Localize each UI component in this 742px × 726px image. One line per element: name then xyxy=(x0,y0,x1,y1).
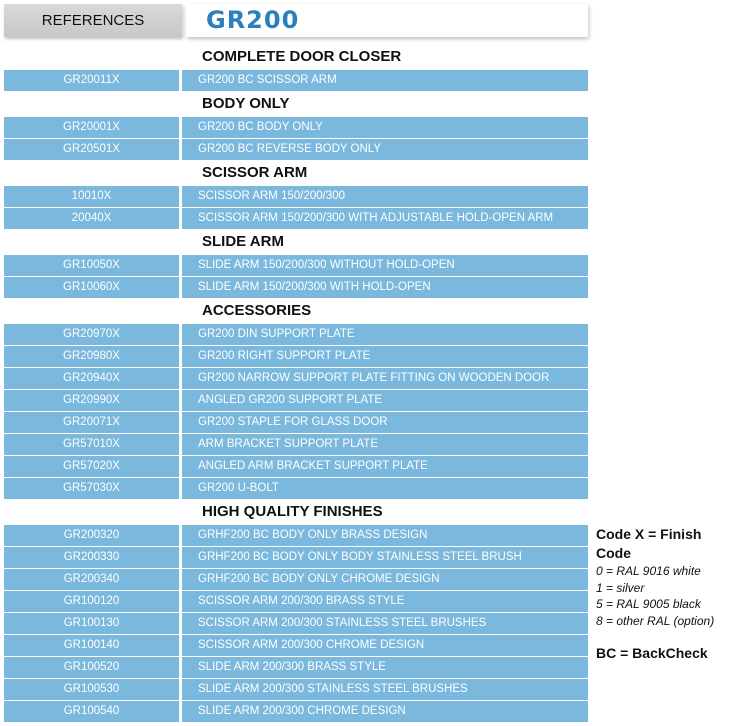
table-row xyxy=(4,69,588,92)
table-row xyxy=(4,455,588,477)
section-title: BODY ONLY xyxy=(202,95,290,112)
reference-code: GR57020X xyxy=(4,456,182,477)
reference-code: GR57030X xyxy=(4,478,182,499)
item-description: ARM BRACKET SUPPORT PLATE xyxy=(198,438,379,450)
table-row xyxy=(4,612,588,634)
item-description: GR200 RIGHT SUPPORT PLATE xyxy=(198,350,371,362)
model-title: GR200 xyxy=(186,4,588,37)
legend-code-list xyxy=(596,563,740,629)
section-rows xyxy=(4,116,588,161)
reference-code: GR20001X xyxy=(4,117,182,138)
table-row xyxy=(4,590,588,612)
table-header xyxy=(4,4,588,37)
table-row xyxy=(4,185,588,207)
table-row xyxy=(4,254,588,276)
section-rows xyxy=(4,69,588,92)
item-description: SLIDE ARM 150/200/300 WITH HOLD-OPEN xyxy=(198,281,431,293)
item-description: SCISSOR ARM 200/300 CHROME DESIGN xyxy=(198,639,425,651)
item-description: GR200 BC BODY ONLY xyxy=(198,121,323,133)
table-row xyxy=(4,634,588,656)
finish-code-item: 0 = RAL 9016 white xyxy=(596,564,701,578)
reference-code: GR20990X xyxy=(4,390,182,411)
item-description: SCISSOR ARM 150/200/300 WITH ADJUSTABLE HOLD-OPEN ARM xyxy=(198,212,554,224)
table-row xyxy=(4,678,588,700)
table-row xyxy=(4,207,588,230)
table-row xyxy=(4,524,588,546)
item-description: SLIDE ARM 200/300 CHROME DESIGN xyxy=(198,705,406,717)
reference-code: GR100530 xyxy=(4,679,182,700)
item-description: SLIDE ARM 150/200/300 WITHOUT HOLD-OPEN xyxy=(198,259,455,271)
section-rows xyxy=(4,323,588,500)
reference-code: GR100140 xyxy=(4,635,182,656)
section-title: COMPLETE DOOR CLOSER xyxy=(202,48,402,65)
reference-code: GR100120 xyxy=(4,591,182,612)
reference-code: GR20071X xyxy=(4,412,182,433)
reference-code: GR20011X xyxy=(4,70,182,91)
reference-code: GR57010X xyxy=(4,434,182,455)
table-row xyxy=(4,477,588,500)
item-description: GRHF200 BC BODY ONLY BRASS DESIGN xyxy=(198,529,428,541)
table-row xyxy=(4,568,588,590)
table-row xyxy=(4,276,588,299)
item-description: GR200 STAPLE FOR GLASS DOOR xyxy=(198,416,388,428)
table-row xyxy=(4,433,588,455)
table-row xyxy=(4,656,588,678)
table-row xyxy=(4,345,588,367)
item-description: ANGLED GR200 SUPPORT PLATE xyxy=(198,394,383,406)
table-row xyxy=(4,411,588,433)
finish-code-item: 1 = silver xyxy=(596,580,645,595)
item-description: SLIDE ARM 200/300 STAINLESS STEEL BRUSHES xyxy=(198,683,468,695)
reference-code: 20040X xyxy=(4,208,182,229)
item-description: GR200 NARROW SUPPORT PLATE FITTING ON WOODEN DOOR xyxy=(198,372,550,384)
table-row xyxy=(4,389,588,411)
item-description: SCISSOR ARM 200/300 STAINLESS STEEL BRUSHES xyxy=(198,617,487,629)
section-title: SLIDE ARM xyxy=(202,233,284,250)
reference-code: GR20940X xyxy=(4,368,182,389)
finish-code-legend xyxy=(596,525,740,661)
reference-code: GR20980X xyxy=(4,346,182,367)
item-description: GRHF200 BC BODY ONLY CHROME DESIGN xyxy=(198,573,440,585)
table-row xyxy=(4,138,588,161)
section-title: HIGH QUALITY FINISHES xyxy=(202,503,383,520)
table-row xyxy=(4,323,588,345)
item-description: GRHF200 BC BODY ONLY BODY STAINLESS STEEL BRUSH xyxy=(198,551,522,563)
item-description: SCISSOR ARM 150/200/300 xyxy=(198,190,346,202)
reference-code: GR100520 xyxy=(4,657,182,678)
item-description: GR200 U-BOLT xyxy=(198,482,279,494)
references-header: REFERENCES xyxy=(4,4,182,37)
table-row xyxy=(4,546,588,568)
item-description: ANGLED ARM BRACKET SUPPORT PLATE xyxy=(198,460,428,472)
item-description: GR200 DIN SUPPORT PLATE xyxy=(198,328,355,340)
reference-code: GR200320 xyxy=(4,525,182,546)
section-rows xyxy=(4,254,588,299)
reference-code: GR20970X xyxy=(4,324,182,345)
finish-code-item: 5 = RAL 9005 black xyxy=(596,597,701,611)
section-rows xyxy=(4,185,588,230)
reference-code: GR200330 xyxy=(4,547,182,568)
item-description: SLIDE ARM 200/300 BRASS STYLE xyxy=(198,661,386,673)
section-title: ACCESSORIES xyxy=(202,302,312,319)
item-description: SCISSOR ARM 200/300 BRASS STYLE xyxy=(198,595,405,607)
reference-table xyxy=(4,45,588,723)
legend-title: Code X = Finish Code xyxy=(596,526,702,561)
reference-code: GR20501X xyxy=(4,139,182,160)
reference-code: GR100540 xyxy=(4,701,182,722)
table-row xyxy=(4,116,588,138)
section-rows xyxy=(4,524,588,723)
reference-code: GR10060X xyxy=(4,277,182,298)
table-row xyxy=(4,700,588,723)
table-row xyxy=(4,367,588,389)
backcheck-note: BC = BackCheck xyxy=(596,645,708,661)
reference-code: GR10050X xyxy=(4,255,182,276)
item-description: GR200 BC SCISSOR ARM xyxy=(198,74,337,86)
section-title: SCISSOR ARM xyxy=(202,164,308,181)
finish-code-item: 8 = other RAL (option) xyxy=(596,613,715,628)
reference-code: GR200340 xyxy=(4,569,182,590)
reference-code: GR100130 xyxy=(4,613,182,634)
item-description: GR200 BC REVERSE BODY ONLY xyxy=(198,143,382,155)
reference-code: 10010X xyxy=(4,186,182,207)
